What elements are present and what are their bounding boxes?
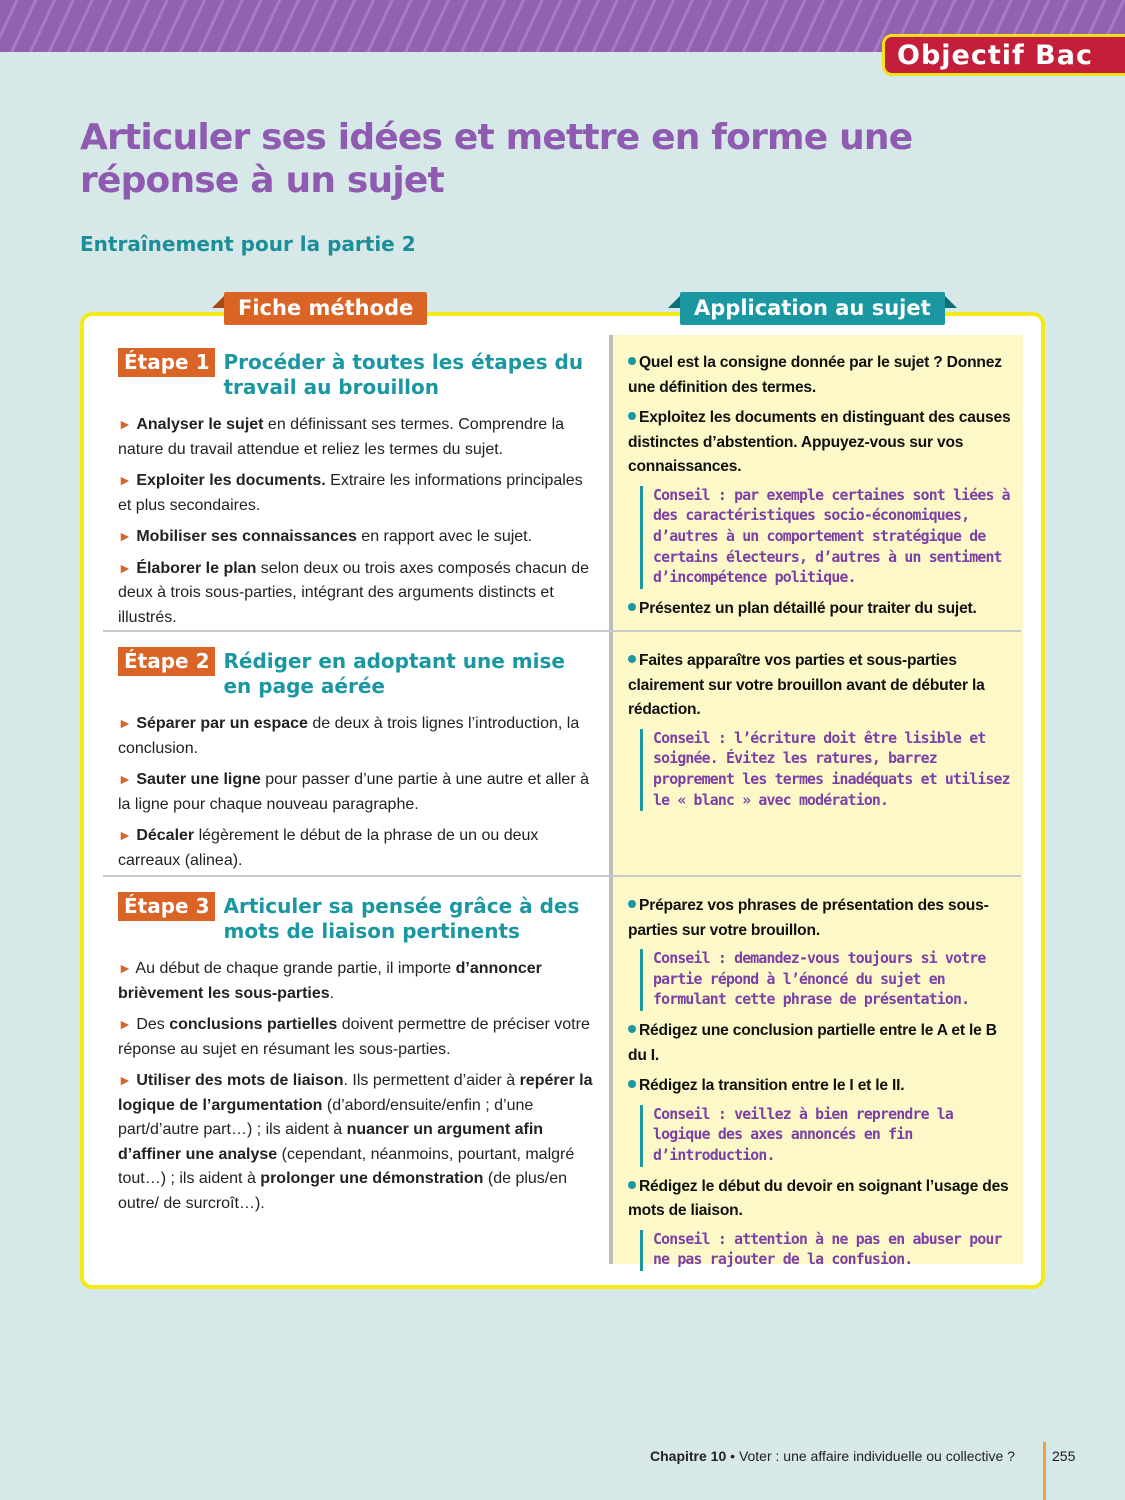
application-item: Rédigez la transition entre le I et le II. xyxy=(628,1074,1013,1099)
bullet-icon xyxy=(628,357,636,365)
objectif-bac-badge: Objectif Bac xyxy=(882,34,1125,76)
application-item: Présentez un plan détaillé pour traiter du sujet. xyxy=(628,597,1013,622)
bullet-icon xyxy=(628,1181,636,1189)
application-item: Rédigez une conclusion partielle entre le A et le B du I. xyxy=(628,1022,997,1064)
arrow-icon: ► xyxy=(118,1072,132,1088)
method-paragraph: ► Décaler légèrement le début de la phrase de un ou deux carreaux (alinea). xyxy=(118,827,539,869)
application-item: Préparez vos phrases de présentation des sous-parties sur votre brouillon. xyxy=(628,897,989,939)
arrow-icon: ► xyxy=(118,559,132,576)
chapter-title: Voter : une affaire individuelle ou collective ? xyxy=(738,1448,1015,1464)
step-badge: Étape 1 xyxy=(118,348,215,377)
step-badge: Étape 2 xyxy=(118,647,215,676)
method-paragraph: ► Exploiter les documents. Extraire les informations principales et plus secondaires. xyxy=(118,472,583,514)
bullet-icon xyxy=(628,1080,636,1088)
method-paragraph: ► Au début de chaque grande partie, il importe d’annoncer brièvement les sous-parties. xyxy=(118,960,542,1002)
method-paragraph: ► Séparer par un espace de deux à trois lignes l’introduction, la conclusion. xyxy=(118,715,580,757)
application-item: Rédigez le début du devoir en soignant l’usage des mots de liaison. xyxy=(628,1177,1009,1220)
method-paragraph: ► Élaborer le plan selon deux ou trois axes composés chacun de deux à trois sous-parties, intégrant des arguments distincts et illustrés. xyxy=(118,559,589,626)
tab-application: Application au sujet xyxy=(680,292,945,325)
application-item: Exploitez les documents en distinguant des causes distinctes d’abstention. Appuyez-vous sur vos connaissances. xyxy=(628,409,1011,475)
conseil-note: Conseil : l’écriture doit être lisible et soignée. Évitez les ratures, barrez proprement les termes inadéquats et utilisez le « blanc » avec modération. xyxy=(640,729,1013,812)
conseil-note: Conseil : demandez-vous toujours si votre partie répond à l’énoncé du sujet en formulant cette phrase de présentation. xyxy=(640,949,1013,1011)
bullet-icon xyxy=(628,900,636,908)
arrow-icon: ► xyxy=(118,416,132,432)
method-paragraph: ► Analyser le sujet en définissant ses termes. Comprendre la nature du travail attendue et reliez les termes du sujet. xyxy=(118,416,565,458)
application-item: Faites apparaître vos parties et sous-parties clairement sur votre brouillon avant de débuter la rédaction. xyxy=(628,652,985,718)
arrow-icon: ► xyxy=(118,715,132,731)
arrow-icon: ► xyxy=(118,960,132,976)
arrow-icon: ► xyxy=(118,827,132,843)
method-paragraph: ► Mobiliser ses connaissances en rapport avec le sujet. xyxy=(118,528,533,545)
tab-fiche-methode: Fiche méthode xyxy=(224,292,427,325)
footer-divider xyxy=(1043,1442,1046,1500)
application-item: Quel est la consigne donnée par le sujet ? Donnez une définition des termes. xyxy=(628,354,1002,396)
conseil-note: Conseil : attention à ne pas en abuser pour ne pas rajouter de la confusion. xyxy=(640,1230,1013,1271)
step-1 xyxy=(118,348,598,636)
conseil-note: Conseil : par exemple certaines sont liées à des caractéristiques socio-économiques, d’autres à un comportement stratégique de certains électeurs, d’autres à un sentiment d’incompétence politique. xyxy=(640,486,1013,590)
page-title: Articuler ses idées et mettre en forme une réponse à un sujet xyxy=(80,117,913,201)
page-subtitle: Entraînement pour la partie 2 xyxy=(80,232,416,256)
step-title: Articuler sa pensée grâce à des mots de liaison pertinents xyxy=(223,894,580,943)
bullet-icon xyxy=(628,603,636,611)
step-badge: Étape 3 xyxy=(118,892,215,921)
step-2 xyxy=(118,647,598,879)
step-3 xyxy=(118,892,598,1222)
arrow-icon: ► xyxy=(118,472,132,488)
step-title: Procéder à toutes les étapes du travail au brouillon xyxy=(223,350,584,399)
chapter-label: Chapitre 10 xyxy=(650,1448,727,1464)
arrow-icon: ► xyxy=(118,1016,132,1032)
method-paragraph: ► Utiliser des mots de liaison. Ils permettent d’aider à repérer la logique de l’argumentation (d’abord/ensuite/enfin ; d’une part/d’autre part…) ; ils aident à nuancer un argument afin d’affiner une analyse (cependant, néanmoins, pourtant, malgré tout…) ; ils aident à prolonger une démonstration (de plus/en outre/ de surcroît…). xyxy=(118,1072,593,1212)
arrow-icon: ► xyxy=(118,771,132,787)
application-block-1 xyxy=(628,351,1013,628)
page-number: 255 xyxy=(1052,1448,1076,1464)
bullet-icon xyxy=(628,412,636,420)
column-divider xyxy=(609,335,613,1264)
arrow-icon: ► xyxy=(118,528,132,544)
conseil-note: Conseil : veillez à bien reprendre la logique des axes annoncés en fin d’introduction. xyxy=(640,1105,1013,1167)
application-block-2 xyxy=(628,649,1013,819)
step-title: Rédiger en adoptant une mise en page aérée xyxy=(223,649,565,698)
application-block-3 xyxy=(628,894,1013,1279)
bullet-icon xyxy=(628,655,636,663)
bullet-icon xyxy=(628,1025,636,1033)
method-paragraph: ► Des conclusions partielles doivent permettre de préciser votre réponse au sujet en résumant les sous-parties. xyxy=(118,1016,590,1058)
method-paragraph: ► Sauter une ligne pour passer d’une partie à une autre et aller à la ligne pour chaque nouveau paragraphe. xyxy=(118,771,589,813)
page-footer: Chapitre 10 • Voter : une affaire individuelle ou collective ? xyxy=(650,1448,1015,1464)
